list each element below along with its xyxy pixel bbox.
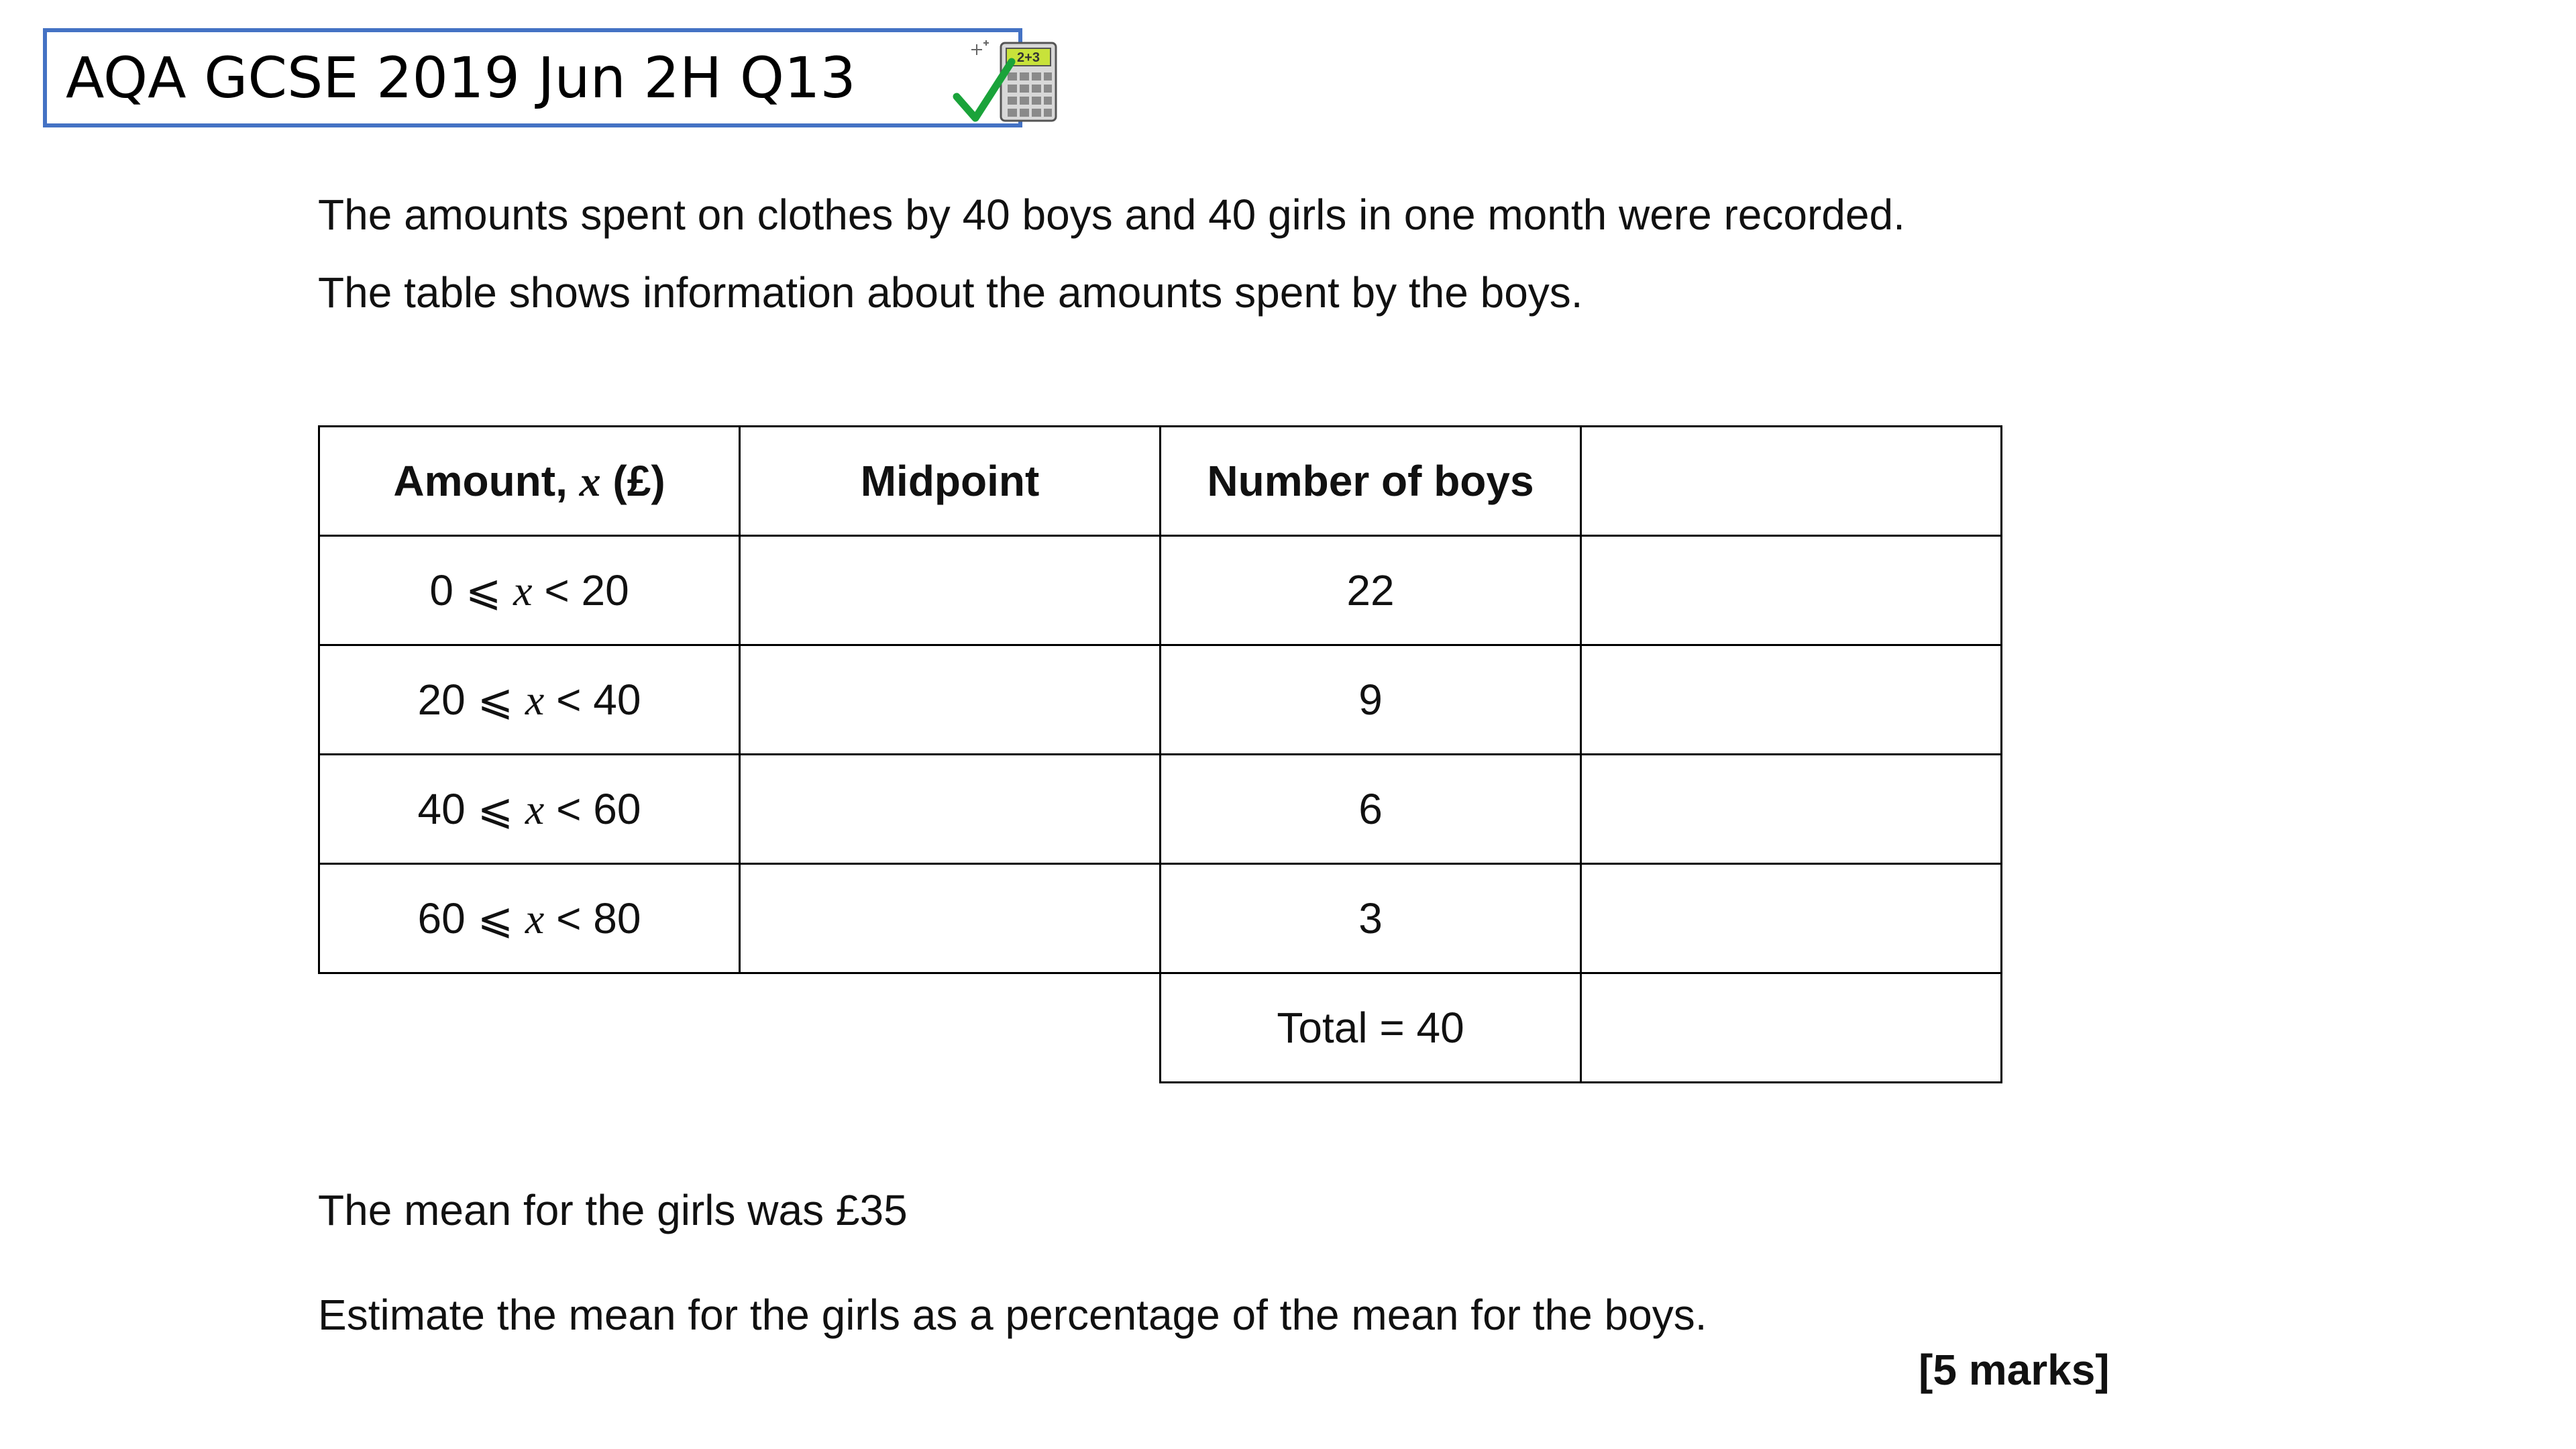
lower-sign: ⩽ [465,784,525,833]
table-row [319,645,2002,755]
calculator-display-text: 2+3 [1017,50,1040,65]
title-box [43,28,1040,127]
range-var: x [525,676,545,724]
amount-cell [319,645,740,755]
range-low: 20 [417,675,466,724]
range-high: 20 [581,566,629,614]
number-cell: 3 [1161,864,1581,973]
question-intro-1: The amounts spent on clothes by 40 boys and 40 girls in one month were recorded. [318,191,1905,239]
total-cell: Total = 40 [1161,973,1581,1083]
amount-cell [319,536,740,645]
task-text: Estimate the mean for the girls as a percentage of the mean for the boys. [318,1291,1707,1339]
marks-label: [5 marks] [1919,1346,2110,1394]
header-midpoint: Midpoint [740,427,1161,536]
amount-cell [319,864,740,973]
number-cell: 9 [1161,645,1581,755]
midpoint-cell [740,864,1161,973]
table-header-row [319,427,2002,536]
range-var: x [513,566,533,614]
lower-sign: ⩽ [453,566,514,614]
range-low: 0 [429,566,453,614]
table-row [319,536,2002,645]
range-high: 80 [593,894,641,943]
upper-sign: < [544,784,594,833]
midpoint-cell [740,536,1161,645]
lower-sign: ⩽ [465,894,525,943]
calculator-allowed-icon [953,35,1060,126]
extra-cell [1581,645,2002,755]
header-extra [1581,427,2002,536]
extra-cell [1581,536,2002,645]
blank-cell [319,973,740,1083]
number-cell: 22 [1161,536,1581,645]
table-total-row [319,973,2002,1083]
range-low: 40 [417,784,466,833]
header-number-of-boys: Number of boys [1161,427,1581,536]
midpoint-cell [740,645,1161,755]
total-extra-cell [1581,973,2002,1083]
header-amount-var: x [579,457,601,505]
range-low: 60 [417,894,466,943]
blank-cell [740,973,1161,1083]
upper-sign: < [544,894,594,943]
midpoint-cell [740,755,1161,864]
table-row [319,864,2002,973]
number-cell: 6 [1161,755,1581,864]
header-amount [319,427,740,536]
frequency-table [318,425,2002,1083]
extra-cell [1581,864,2002,973]
page-title: AQA GCSE 2019 Jun 2H Q13 [66,45,856,111]
header-amount-suffix: (£) [600,456,665,505]
amount-cell [319,755,740,864]
range-high: 60 [593,784,641,833]
girls-mean-text: The mean for the girls was £35 [318,1186,908,1234]
lower-sign: ⩽ [465,675,525,724]
extra-cell [1581,755,2002,864]
range-var: x [525,785,545,833]
upper-sign: < [544,675,594,724]
table-row [319,755,2002,864]
range-var: x [525,894,545,943]
upper-sign: < [532,566,582,614]
header-amount-prefix: Amount, [393,456,580,505]
range-high: 40 [593,675,641,724]
question-intro-2: The table shows information about the amounts spent by the boys. [318,268,1583,317]
